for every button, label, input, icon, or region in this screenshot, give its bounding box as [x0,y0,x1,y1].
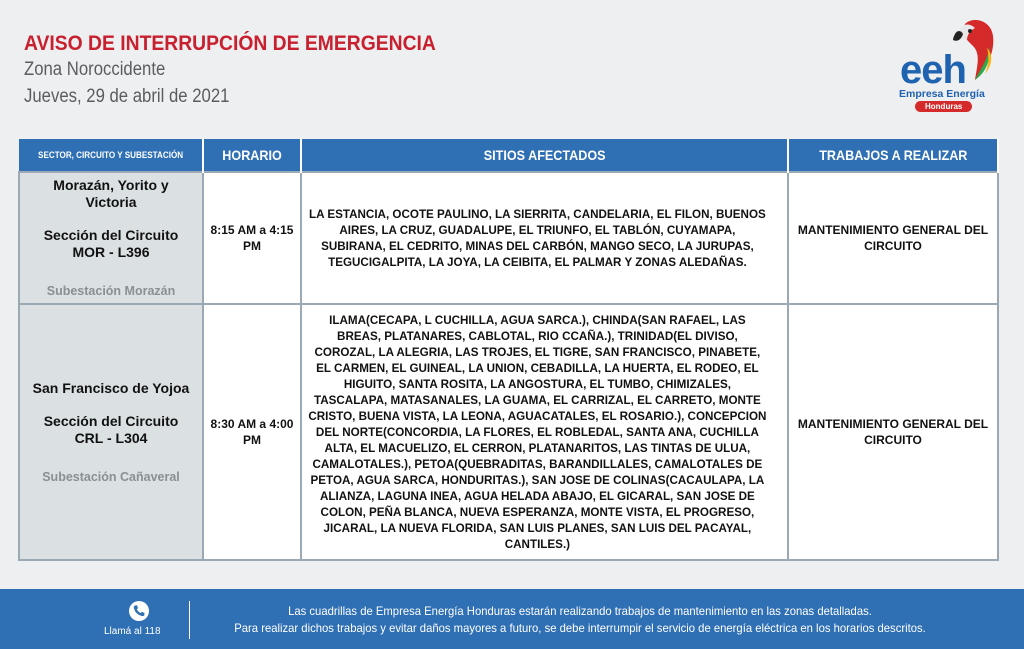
interruption-table [18,139,999,561]
sites-cell [301,304,788,560]
substation-name: Subestación Morazán [46,284,176,298]
eeh-logo [893,18,997,114]
date-label: Jueves, 29 de abril de 2021 [24,86,230,107]
schedule-cell: 8:30 AM a 4:00 PM [203,304,301,560]
sector-name: Morazán, Yorito y Victoria [53,177,169,210]
footer-line-1: Las cuadrillas de Empresa Energía Honduras estarán realizando trabajos de mantenimiento en las zonas detalladas. [288,604,872,618]
header-work: TRABAJOS A REALIZAR [788,139,998,172]
logo-text: eeh [900,48,966,92]
sector-cell [19,304,203,560]
logo-company: Empresa Energía [899,88,985,100]
zone-label: Zona Noroccidente [24,59,166,80]
table-row [19,172,998,304]
sector-cell [19,172,203,304]
notice-header [24,32,472,108]
logo-country: Honduras [915,101,972,112]
work-cell: MANTENIMIENTO GENERAL DEL CIRCUITO [788,304,998,560]
notice-title: AVISO DE INTERRUPCIÓN DE EMERGENCIA [24,32,436,55]
table-header-row [19,139,998,172]
phone-label: Llamá al 118 [104,626,161,637]
header-sites: SITIOS AFECTADOS [301,139,788,172]
sites-text: ILAMA(CECAPA, L CUCHILLA, AGUA SARCA.), CHINDA(SAN RAFAEL, LAS BREAS, PLATANARES, CABLOTAL, RIO CCAÑA.), TRINIDAD(EL DIVISO, COROZAL, LA ALEGRIA, LAS TROJES, EL TIGRE, SAN FRANCISCO, PINABETE, EL CARMEN, EL GUINEAL, LA UNION, CEBADILLA, LA HUERTA, EL RODEO, EL HIGUITO, SANTA ROSITA, LA ANGOSTURA, EL TUMBO, CHIMIZALES, TASCALAPA, MATASANALES, LA GUAMA, EL CARRIZAL, EL CARRETO, MONTE CRISTO, BUENA VISTA, LA LEONA, AGUACATALES, EL ROSARIO.), CONCEPCION DEL NORTE(CONCORDIA, LA FLORES, EL ROBLEDAL, SANTA ANA, CUCHILLA ALTA, EL MACUELIZO, EL CERRON, PLATANARITOS, LAS TINTAS DE ULUA, CAMALOTALES.), PETOA(QUEBRADITAS, BARANDILLALES, CAMALOTALES DE PETOA, AGUA SARCA, HONDURITAS.), SAN JOSE DE COLINAS(CACAULAPA, LA ALIANZA, LAGUNA INEA, AGUA HELADA ABAJO, EL GICARAL, SAN JOSE DE COLON, PEÑA BLANCA, NUEVA ESPERANZA, MONTE VISTA, EL PROGRESO, JICARAL, LA NUEVA FLORIDA, SAN LUIS PLANES, SAN LUIS DEL PACAYAL, CANTILES.) [308,313,767,551]
footer-message [195,603,965,637]
work-cell: MANTENIMIENTO GENERAL DEL CIRCUITO [788,172,998,304]
sites-text: LA ESTANCIA, OCOTE PAULINO, LA SIERRITA, CANDELARIA, EL FILON, BUENOS AIRES, LA CRUZ, GUADALUPE, EL TRIUNFO, EL TABLÓN, CUYAMAPA, SUBIRANA, EL CEDRITO, MINAS DEL CARBÓN, MANGO SECO, LA JURUPAS, TEGUCIGALPITA, LA JOYA, LA CEIBITA, EL PALMAR Y ZONAS ALEDAÑAS. [309,207,766,269]
circuit-section: Sección del Circuito MOR - L396 [43,227,179,260]
phone-icon[interactable] [129,601,149,621]
table-row [19,304,998,560]
footer-line-2: Para realizar dichos trabajos y evitar daños mayores a futuro, se debe interrumpir el servicio de energía eléctrica en los horarios descritos. [234,621,926,635]
footer-divider [189,601,190,639]
sites-cell [301,172,788,304]
header-schedule: HORARIO [203,139,301,172]
schedule-cell: 8:15 AM a 4:15 PM [203,172,301,304]
sector-name: San Francisco de Yojoa [32,379,190,396]
header-sector: SECTOR, CIRCUITO Y SUBESTACIÓN [19,139,203,172]
footer-bar [0,589,1024,649]
circuit-section: Sección del Circuito CRL - L304 [43,412,179,446]
substation-name: Subestación Cañaveral [42,469,180,484]
